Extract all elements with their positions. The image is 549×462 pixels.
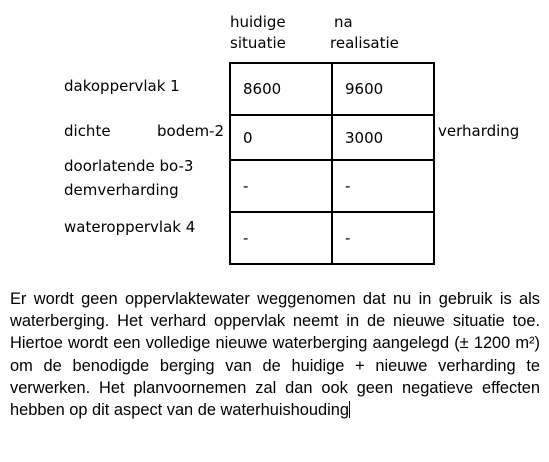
row-label-verharding-suffix: verharding — [438, 122, 520, 140]
table-row — [230, 63, 434, 115]
row-label-bodem: bodem-2 — [157, 122, 225, 140]
cell-after: 9600 — [332, 63, 434, 115]
header-current-line2: situatie — [230, 34, 286, 52]
header-after-line2: realisatie — [330, 34, 399, 52]
header-current — [230, 12, 286, 54]
header-after — [330, 12, 399, 54]
cell-after: 3000 — [332, 115, 434, 160]
cell-current: 8600 — [230, 63, 332, 115]
header-after-line1: na — [334, 13, 353, 31]
row-label-doorlatende-line1: doorlatende bo-3 — [64, 157, 194, 175]
body-paragraph[interactable] — [10, 288, 540, 421]
table-row — [230, 115, 434, 160]
row-label-wateroppervlak: wateroppervlak 4 — [64, 218, 196, 236]
table-row — [230, 212, 434, 264]
surface-table — [229, 62, 435, 265]
cell-after: - — [332, 212, 434, 264]
cell-current: - — [230, 160, 332, 212]
row-label-dichte: dichte — [64, 122, 111, 140]
table-row — [230, 160, 434, 212]
row-label-doorlatende-line2: demverharding — [64, 181, 179, 199]
text-cursor — [349, 401, 350, 418]
cell-after: - — [332, 160, 434, 212]
header-current-line1: huidige — [230, 13, 286, 31]
row-label-dakoppervlak: dakoppervlak 1 — [64, 77, 180, 95]
cell-current: - — [230, 212, 332, 264]
cell-current: 0 — [230, 115, 332, 160]
paragraph-text: Er wordt geen oppervlaktewater weggenomen dat nu in gebruik is als waterberging. Het verhard oppervlak neemt in de nieuwe situatie toe. Hiertoe wordt een volledige nieuwe waterberging aangelegd (± 1200 m²) om de benodigde berging van de huidige + nieuwe verharding te verwerken. Het planvoornemen zal dan ook geen negatieve effecten hebben op dit aspect van de waterhuishouding — [10, 290, 540, 420]
